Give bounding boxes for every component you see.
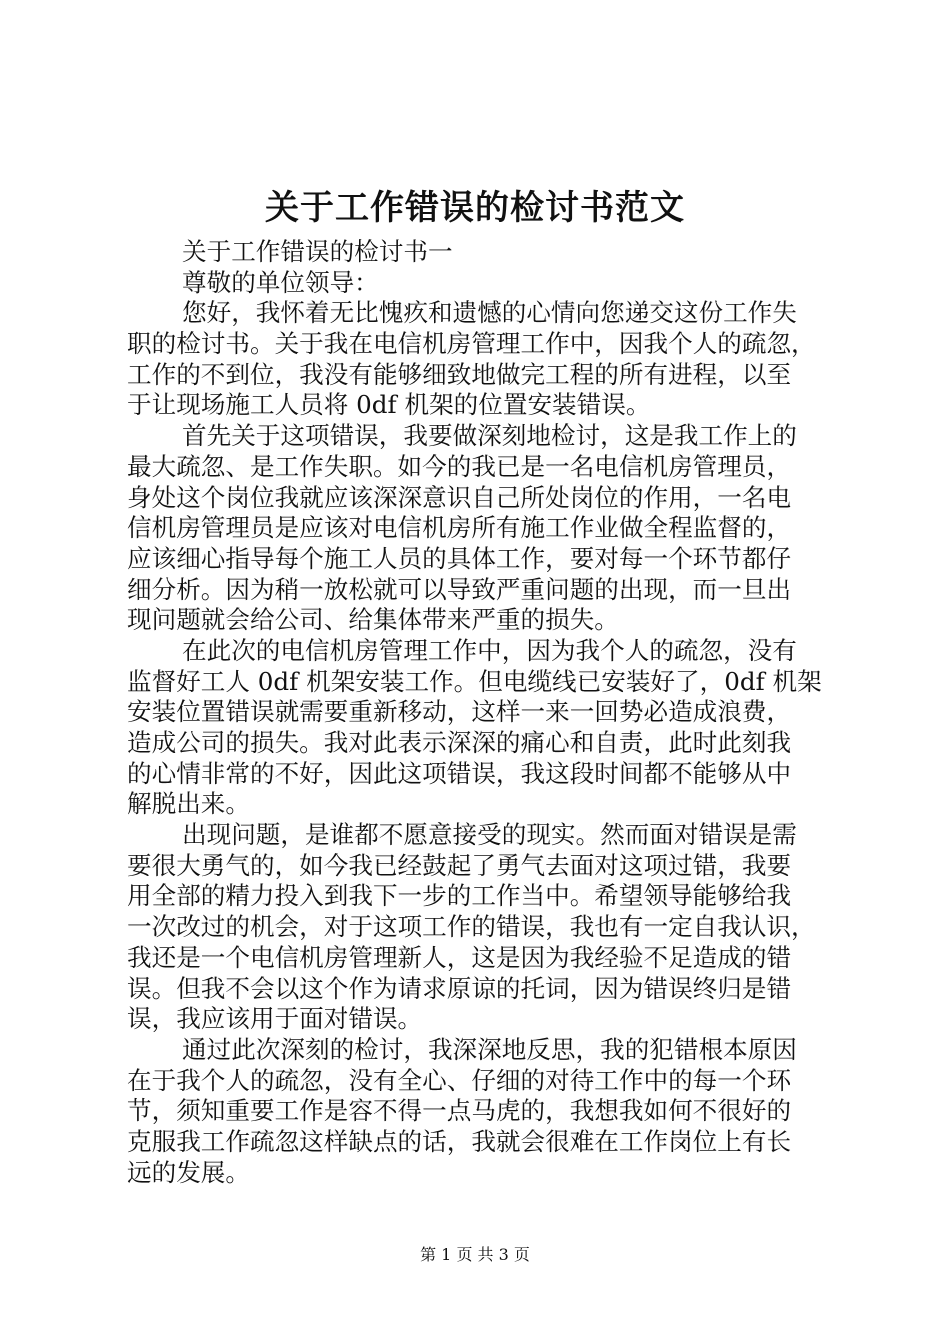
- text-line: 信机房管理员是应该对电信机房所有施工作业做全程监督的，: [127, 513, 792, 543]
- text-line: 工作的不到位，我没有能够细致地做完工程的所有进程，以至: [127, 359, 792, 389]
- text-line: 您好，我怀着无比愧疚和遗憾的心情向您递交这份工作失: [182, 298, 797, 328]
- text-line: 误。但我不会以这个作为请求原谅的托词，因为错误终归是错: [127, 973, 792, 1003]
- text-line: 出现问题，是谁都不愿意接受的现实。然而面对错误是需: [182, 820, 797, 850]
- text-line: 安装位置错误就需要重新移动，这样一来一回势必造成浪费，: [127, 697, 792, 727]
- text-line: 应该细心指导每个施工人员的具体工作，要对每一个环节都仔: [127, 543, 792, 573]
- document-title: 关于工作错误的检讨书范文: [265, 188, 685, 228]
- text-line: 克服我工作疏忽这样缺点的话，我就会很难在工作岗位上有长: [127, 1126, 792, 1156]
- text-line: 身处这个岗位我就应该深深意识自己所处岗位的作用，一名电: [127, 482, 792, 512]
- text-line: 通过此次深刻的检讨，我深深地反思，我的犯错根本原因: [182, 1034, 797, 1064]
- text-line: 职的检讨书。关于我在电信机房管理工作中，因我个人的疏忽，: [127, 329, 816, 359]
- text-line: 最大疏忽、是工作失职。如今的我已是一名电信机房管理员，: [127, 451, 792, 481]
- text-line: 误，我应该用于面对错误。: [127, 1004, 423, 1034]
- text-line: 要很大勇气的，如今我已经鼓起了勇气去面对这项过错，我要: [127, 850, 792, 880]
- text-line: 一次改过的机会，对于这项工作的错误，我也有一定自我认识，: [127, 912, 816, 942]
- page-footer: 第 1 页 共 3 页: [420, 1245, 530, 1264]
- text-line: 首先关于这项错误，我要做深刻地检讨，这是我工作上的: [182, 421, 797, 451]
- text-line: 现问题就会给公司、给集体带来严重的损失。: [127, 605, 619, 635]
- text-line: 造成公司的损失。我对此表示深深的痛心和自责，此时此刻我: [127, 728, 792, 757]
- text-line: 监督好工人 0df 机架安装工作。但电缆线已安装好了，0df 机架: [127, 666, 822, 696]
- text-line: 细分析。因为稍一放松就可以导致严重问题的出现，而一旦出: [127, 574, 792, 604]
- text-line: 我还是一个电信机房管理新人，这是因为我经验不足造成的错: [127, 942, 792, 972]
- text-line: 于让现场施工人员将 0df 机架的位置安装错误。: [127, 390, 651, 420]
- text-line: 尊敬的单位领导：: [182, 267, 379, 297]
- text-line: 节，须知重要工作是容不得一点马虎的，我想我如何不很好的: [127, 1096, 792, 1126]
- text-line: 用全部的精力投入到我下一步的工作当中。希望领导能够给我: [127, 881, 792, 911]
- text-line: 在此次的电信机房管理工作中，因为我个人的疏忽，没有: [182, 635, 797, 665]
- text-line: 的心情非常的不好，因此这项错误，我这段时间都不能够从中: [127, 758, 792, 788]
- text-line: 解脱出来。: [127, 789, 250, 819]
- text-line: 远的发展。: [127, 1157, 250, 1187]
- document-body: [127, 237, 847, 1188]
- text-line: 在于我个人的疏忽，没有全心、仔细的对待工作中的每一个环: [127, 1065, 792, 1095]
- text-line: 关于工作错误的检讨书一: [182, 237, 453, 266]
